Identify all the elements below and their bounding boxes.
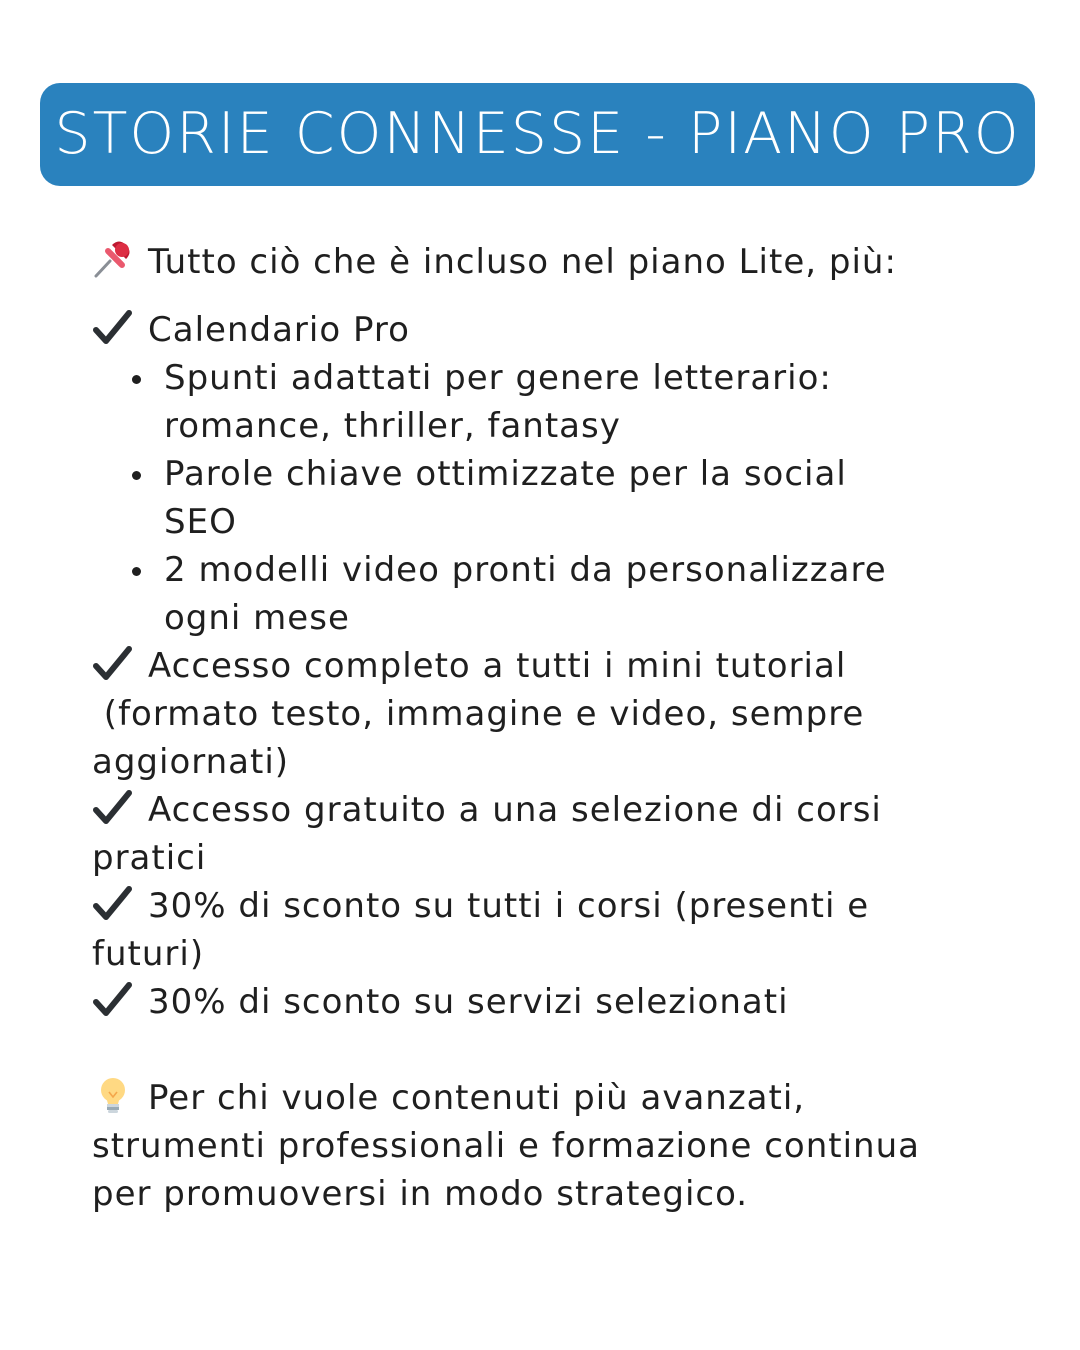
feature-calendar-label: Calendario Pro bbox=[148, 310, 410, 350]
spacer bbox=[92, 1026, 1002, 1074]
bullet-dot bbox=[132, 567, 141, 576]
intro-text: Tutto ciò che è incluso nel piano Lite, più: bbox=[148, 242, 897, 282]
feature-tutorials: Accesso completo a tutti i mini tutorial (formato testo, immagine e video, sempre aggiornati) bbox=[92, 646, 865, 782]
page-title: STORIE CONNESSE - PIANO PRO bbox=[54, 101, 1021, 167]
feature-discount-services: 30% di sconto su servizi selezionati bbox=[92, 978, 1002, 1026]
list-item: Spunti adattati per genere letterario: romance, thriller, fantasy bbox=[92, 354, 984, 450]
calendar-sublist bbox=[92, 354, 1002, 642]
pushpin-icon bbox=[92, 239, 134, 279]
feature-discount-courses: 30% di sconto su tutti i corsi (presenti e futuri) bbox=[92, 886, 870, 974]
bullet-dot bbox=[132, 471, 141, 480]
closing-note: Per chi vuole contenuti più avanzati, strumenti professionali e formazione continua per promuoversi in modo strategico. bbox=[92, 1074, 1002, 1218]
bullet-dot bbox=[132, 375, 141, 384]
title-banner bbox=[40, 83, 1035, 186]
lightbulb-icon bbox=[92, 1075, 134, 1117]
check-icon bbox=[92, 644, 134, 684]
list-item: Parole chiave ottimizzate per la social SEO bbox=[92, 450, 984, 546]
plan-description bbox=[92, 238, 1002, 1218]
check-icon bbox=[92, 788, 134, 828]
list-item: 2 modelli video pronti da personalizzare ogni mese bbox=[92, 546, 984, 642]
intro-line bbox=[92, 238, 1002, 286]
check-icon bbox=[92, 884, 134, 924]
check-icon bbox=[92, 980, 134, 1020]
feature-calendar bbox=[92, 306, 1002, 354]
check-icon bbox=[92, 308, 134, 348]
feature-courses: Accesso gratuito a una selezione di corsi pratici bbox=[92, 790, 882, 878]
